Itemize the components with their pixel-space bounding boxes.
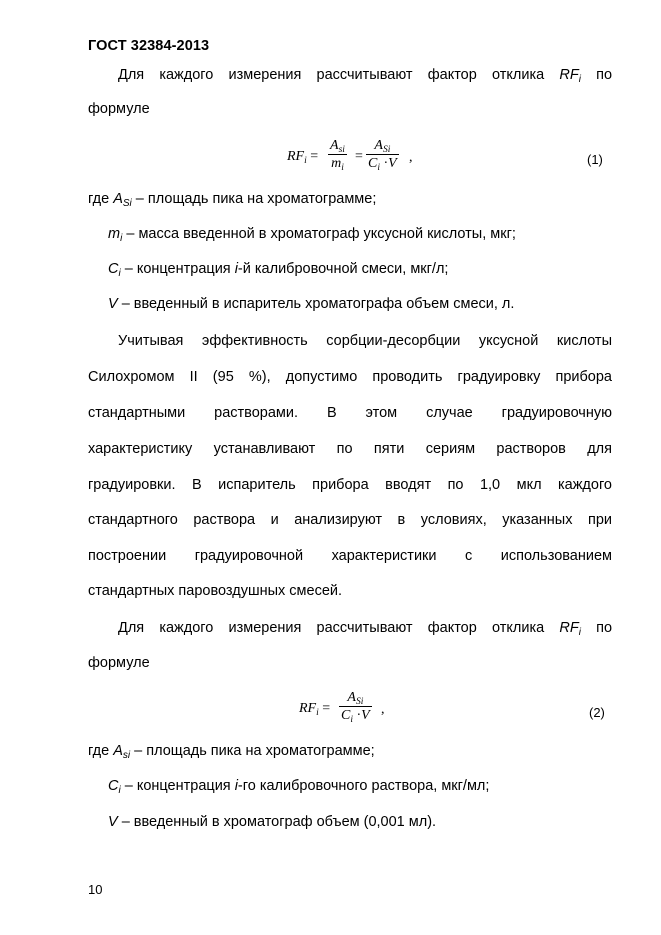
paragraph-line: построении градуировочной характеристики с использованием — [88, 548, 612, 564]
formula-equals: = — [355, 149, 363, 164]
document-header: ГОСТ 32384-2013 — [88, 38, 210, 54]
word: рассчитывают — [316, 620, 413, 636]
paragraph-line: формуле — [88, 101, 150, 117]
definition-line: V – введенный в испаритель хроматографа объем смеси, л. — [108, 296, 515, 312]
definition-line: где $A_{si}$ – площадь пика на хроматограмме; — [88, 743, 375, 761]
rf-symbol: $RF_i$ — [559, 620, 581, 638]
definition-line: $C_i$ – концентрация i-й калибровочной смеси, мкг/л; — [108, 261, 449, 279]
word: фактор — [427, 620, 477, 636]
formula-comma: , — [409, 150, 413, 165]
word: Для — [118, 67, 145, 83]
formula-lhs: $RF_i$ = — [299, 701, 331, 718]
definition-line: $C_i$ – концентрация i-го калибровочного раствора, мкг/мл; — [108, 778, 490, 796]
rf-symbol: $RF_i$ — [559, 67, 581, 85]
paragraph-line — [118, 66, 612, 84]
fraction: $A_{Si}$ $C_i \cdot V$ — [341, 690, 370, 725]
paragraph-line: стандартными растворами. В этом случае градуировочную — [88, 405, 612, 421]
fraction-2: $A_{Si}$ $C_i \cdot V$ — [368, 138, 397, 173]
paragraph-line: стандартного раствора и анализируют в условиях, указанных при — [88, 512, 612, 528]
word: по — [596, 620, 613, 636]
paragraph-line: формуле — [88, 655, 150, 671]
word: каждого — [159, 67, 214, 83]
paragraph-line: Силохромом II (95 %), допустимо проводить градуировку прибора — [88, 369, 612, 385]
formula-comma: , — [381, 702, 385, 717]
word: измерения — [228, 620, 302, 636]
word: каждого — [159, 620, 214, 636]
paragraph-line: характеристику устанавливают по пяти сериям растворов для — [88, 441, 612, 457]
page-number: 10 — [88, 882, 103, 897]
word: по — [596, 67, 613, 83]
word: фактор — [427, 67, 477, 83]
word: отклика — [491, 620, 545, 636]
formula-lhs: $RF_i$ = — [287, 149, 319, 166]
definition-line: где $A_{Si}$ – площадь пика на хроматограмме; — [88, 191, 377, 209]
word: Для — [118, 620, 145, 636]
paragraph-line: градуировки. В испаритель прибора вводят по 1,0 мкл каждого — [88, 477, 612, 493]
paragraph-line: Учитывая эффективность сорбции-десорбции уксусной кислоты — [118, 333, 612, 349]
word: рассчитывают — [316, 67, 413, 83]
fraction-1: $A_{si}$ $m_i$ — [330, 138, 345, 173]
word: измерения — [228, 67, 302, 83]
equation-number: (1) — [587, 152, 603, 167]
word: отклика — [491, 67, 545, 83]
paragraph-line: стандартных паровоздушных смесей. — [88, 583, 343, 599]
equation-number: (2) — [589, 705, 605, 720]
definition-line: $m_i$ – масса введенной в хроматограф уксусной кислоты, мкг; — [108, 226, 516, 244]
paragraph-line — [118, 619, 612, 637]
definition-line: V – введенный в хроматограф объем (0,001 мл). — [108, 814, 437, 830]
